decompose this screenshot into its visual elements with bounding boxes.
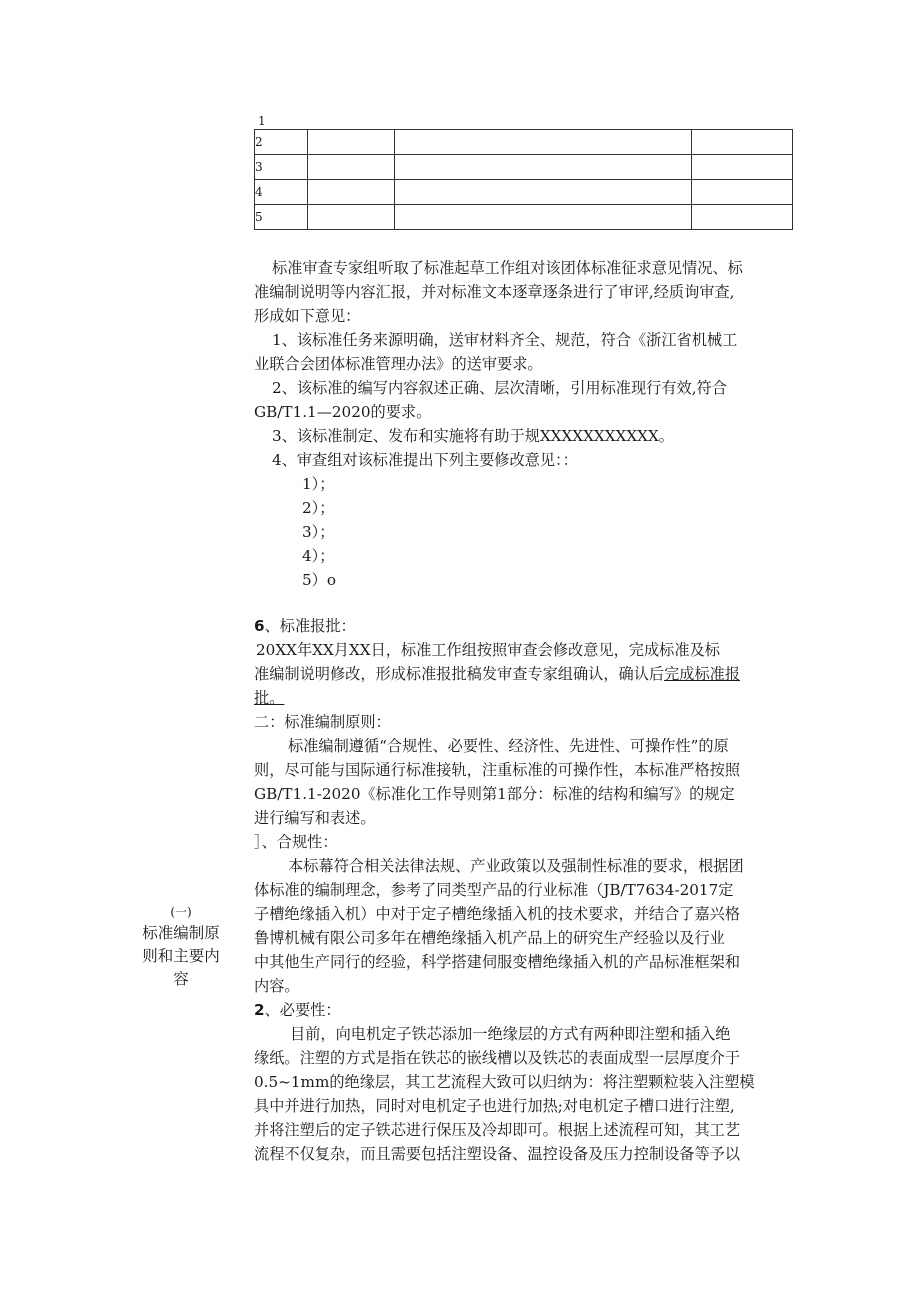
approval-heading-number: 6	[254, 617, 265, 635]
review-intro-line-1: 标准审查专家组听取了标准起草工作组对该团体标准征求意见情况、标	[272, 259, 743, 277]
table-cell-number: 2	[255, 130, 308, 155]
necessity-heading-number: 2	[254, 1001, 265, 1019]
table-row	[255, 155, 793, 180]
table-cell-number: 5	[255, 205, 308, 230]
compliance-line-6: 内容。	[254, 977, 300, 995]
sidebar-line-2: 则和主要内	[142, 947, 220, 965]
table-cell	[395, 155, 692, 180]
review-sub-item-5: 5）o	[302, 571, 336, 589]
review-item-1-line-2: 业联合会团体标准管理办法》的送审要求。	[254, 355, 543, 373]
principles-line-4: 进行编写和表述。	[254, 809, 376, 827]
necessity-line-5: 并将注塑后的定子铁芯进行保压及冷却即可。根据上述流程可知，其工艺	[254, 1121, 740, 1139]
review-intro-line-3: 形成如下意见：	[254, 307, 361, 325]
compliance-line-3: 子槽绝缘插入机）中对于定子槽绝缘插入机的技术要求，并结合了嘉兴格	[254, 905, 740, 923]
review-intro-line-2: 准编制说明等内容汇报，并对标准文本逐章逐条进行了审评,经质询审查,	[254, 283, 735, 301]
compliance-line-4: 鲁博机械有限公司多年在槽绝缘插入机产品上的研究生产经验以及行业	[254, 929, 725, 947]
table-row	[255, 205, 793, 230]
approval-line-3	[254, 687, 284, 711]
approval-line-2-text: 准编制说明修改，形成标准报批稿发审查专家组确认，确认后	[254, 665, 665, 683]
compliance-line-1: 本标幕符合相关法律法规、产业政策以及强制性标准的要求，根据团	[288, 857, 744, 875]
approval-line-2	[254, 663, 740, 687]
table-cell-number: 4	[255, 180, 308, 205]
table-cell	[692, 180, 793, 205]
table-cell	[395, 130, 692, 155]
review-item-4: 4、审查组对该标准提出下列主要修改意见：：	[272, 451, 578, 469]
sidebar-line-3: 容	[173, 970, 189, 988]
principles-line-3: GB/T1.1-2020《标准化工作导则第1部分：标准的结构和编写》的规定	[254, 785, 735, 803]
table-row-number-1: 1	[258, 114, 266, 128]
review-sub-item-3: 3）；	[302, 523, 335, 541]
sidebar-number: (一)	[170, 905, 192, 919]
review-item-1-line-1: 1、该标准任务来源明确，送审材料齐全、规范，符合《浙江省机械工	[272, 331, 738, 349]
necessity-heading-text: 、必要性：	[264, 1001, 341, 1019]
review-sub-item-4: 4）；	[302, 547, 335, 565]
table-cell	[308, 155, 395, 180]
approval-heading	[254, 615, 356, 639]
necessity-line-6: 流程不仅复杂，而且需要包括注塑设备、温控设备及压力控制设备等予以	[254, 1145, 740, 1163]
necessity-heading	[254, 999, 341, 1023]
table-cell	[692, 155, 793, 180]
review-table	[254, 129, 793, 230]
review-sub-item-1: 1）；	[302, 475, 335, 493]
compliance-line-2: 体标准的编制理念，参考了同类型产品的行业标准（JB/T7634-2017定	[254, 881, 734, 899]
necessity-line-1: 目前，向电机定子铁芯添加一绝缘层的方式有两种即注塑和插入绝	[290, 1025, 731, 1043]
table-cell	[395, 180, 692, 205]
review-item-2-line-2: GB/T1.1—2020的要求。	[254, 403, 432, 421]
review-sub-item-2: 2）；	[302, 499, 335, 517]
necessity-line-4: 具中并进行加热，同时对电机定子也进行加热;对电机定子槽口进行注塑,	[254, 1097, 735, 1115]
table-cell	[308, 180, 395, 205]
table-cell-number: 3	[255, 155, 308, 180]
approval-heading-text: 、标准报批：	[264, 617, 356, 635]
table-cell	[308, 130, 395, 155]
sidebar-line-1: 标准编制原	[142, 924, 220, 942]
section-sidebar-label	[126, 902, 236, 991]
compliance-heading: ］、合规性：	[254, 833, 338, 851]
table-cell	[692, 130, 793, 155]
review-item-2-line-1: 2、该标准的编写内容叙述正确、层次清晰，引用标准现行有效,符合	[272, 379, 727, 397]
compliance-line-5: 中其他生产同行的经验，科学搭建伺服变槽绝缘插入机的产品标准框架和	[254, 953, 740, 971]
necessity-line-3: 0.5~1mm的绝缘层，其工艺流程大致可以归纳为：将注塑颗粒装入注塑模	[254, 1073, 755, 1091]
principles-line-2: 则，尽可能与国际通行标准接轨，注重标准的可操作性，本标准严格按照	[254, 761, 740, 779]
table-cell	[395, 205, 692, 230]
principles-heading: 二：标准编制原则：	[254, 713, 391, 731]
table-row	[255, 180, 793, 205]
approval-line-1: 20XX年XX月XX日，标准工作组按照审查会修改意见，完成标准及标	[256, 641, 720, 659]
table-row	[255, 130, 793, 155]
review-item-3: 3、该标准制定、发布和实施将有助于规XXXXXXXXXXX。	[272, 427, 674, 445]
approval-line-3-underlined: 批。	[254, 689, 285, 707]
table-cell	[692, 205, 793, 230]
approval-line-2-underlined: 完成标准报	[664, 665, 740, 683]
necessity-line-2: 缘纸。注塑的方式是指在铁芯的嵌线槽以及铁芯的表面成型一层厚度介于	[254, 1049, 740, 1067]
table-cell	[308, 205, 395, 230]
principles-line-1: 标准编制遵循“合规性、必要性、经济性、先进性、可操作性”的原	[288, 737, 729, 755]
